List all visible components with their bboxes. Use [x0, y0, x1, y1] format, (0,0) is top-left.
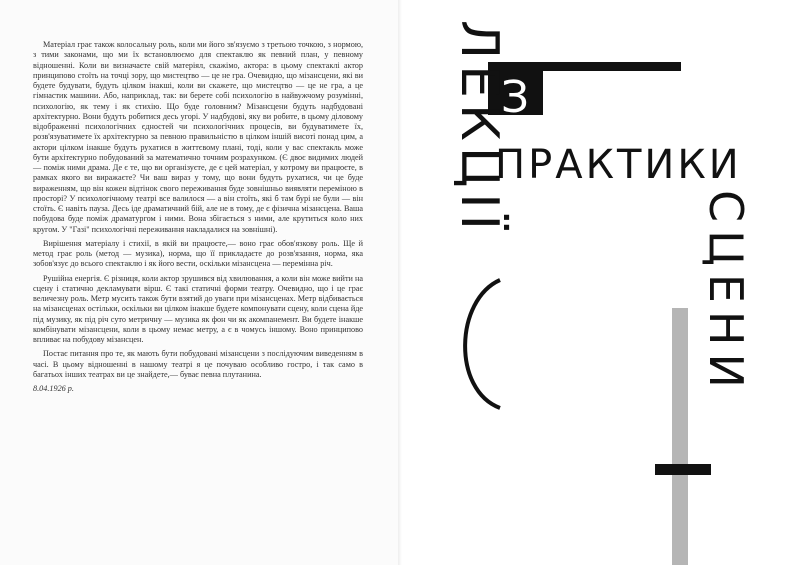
stage-vertical-group	[699, 190, 753, 396]
title-vertical: ЛЕКЦІЇ	[449, 20, 509, 236]
gray-vertical-bar	[672, 308, 688, 565]
bottom-bar	[655, 464, 711, 475]
word-stage: СЦЕНИ	[699, 190, 753, 396]
date-line: 8.04.1926 р.	[33, 384, 74, 393]
paragraph-1: Матеріал грає також колосальну роль, коли ми його зв'язуємо з третьою точкою, з нормою, з тими законами, що ми їх встановлюємо для спектаклю як певний план, у певному відношенні. Коли ви визначаєте свій матеріял, скажімо, актора: в цьому спектаклі актор принципово стоїть на точці зору, що мистецтво — це не гра. Очевидно, що мізансцени, які ви будете будувати, будуть цілком інакші, коли ви скажете, що мистецтво — це не гра, а це гімнастик машини. Або, наприклад, так: ви берете собі психологію в найвужчому розумінні, психологію, як тему і як стихію. Що буде головним? Мізансцени будуть надбудовані архітектурно. Вони будуть робитися десь угорі. У надбудові, яку ви робите, в цьому діловому відображенні психологічних єдностей чи психологічних процесів, ви будуватимете їх, розв'язуватимете їх архітектурно за певною правильністю в цілком іншій висоті понад цим, а актори цілком інакше будуть рухатися в життєвому плані, тоді, коли у вас спектакль може бути архітектурно побудований за математично точним розрахунком. (Є двоє видимих людей — поміж ними драма. Де є те, що ви організуєте, де є цей матеріал, у котрому ви працюєте, в рамках якого ви виражаєте? Чи ваш вираз у тому, що вони будуть рухатися, чи це буде вираженням, що він кожен відтінок свого переживання буде зовнішньо виявляти переміною в просторі? У психологічному театрі все валилося — а він стоїть, які б там бурі не були — він стоїть. Є навіть пауза. Десь іде драматичний бій, але не в тому, де є фізична мізансцена. Ваша побудова буде поміж драматургом і ними. Вона збігається з ними, але крутиться коло них кругом. У "Газі" психологічні переживання накладалися на зовнішні).	[33, 40, 363, 234]
cover-artwork	[400, 0, 800, 565]
parenthesis-arc	[465, 280, 500, 408]
paragraph-3: Рушійна енергія. Є різниця, коли актор зрушився від хвилювання, а коли він може вийти на сцену і статично декламувати вірш. Є такі статичні форми театру. Очевидно, що і це грає величезну роль. Метр мусить також бути взятий до уваги при мізансценах. Метр відбивається на мізансценах остільки, оскільки ви цілком інакше будете компонувати сцену, коли сцена йде під музику, як під річ суто метричну — музика як фон чи як акомпанемент. Ви будете інакше комбінувати мізансцени, коли в цьому немає метру, а є в чомусь іншому. Воно принципово впливає на побудову мізансцен.	[33, 273, 363, 344]
book-gutter	[398, 0, 402, 565]
title-vertical-group	[449, 20, 510, 236]
right-page-cover	[400, 0, 800, 565]
word-practice: ПРАКТИКИ	[495, 142, 742, 188]
paragraph-2: Вирішення матеріалу і стихії, в якій ви працюєте,— воно грає обов'язкову роль. Ще й метод грає роль (метод — музика), норма, що її прикладаєте до розв'язання, норма, яка зобов'язує до всього спектаклю і як його вести, оскільки мізансцена — перемінна річ.	[33, 238, 363, 269]
preposition-letter: З	[500, 72, 530, 123]
body-text	[33, 40, 363, 398]
paragraph-4: Постає питання про те, як мають бути побудовані мізансцени з послідуючим виведенням в часі. В цьому відношенні в нашому театрі я це почуваю особливо гостро, і так само в багатьох інших театрах ви це знайдете,— буває певна плутанина.	[33, 349, 363, 379]
